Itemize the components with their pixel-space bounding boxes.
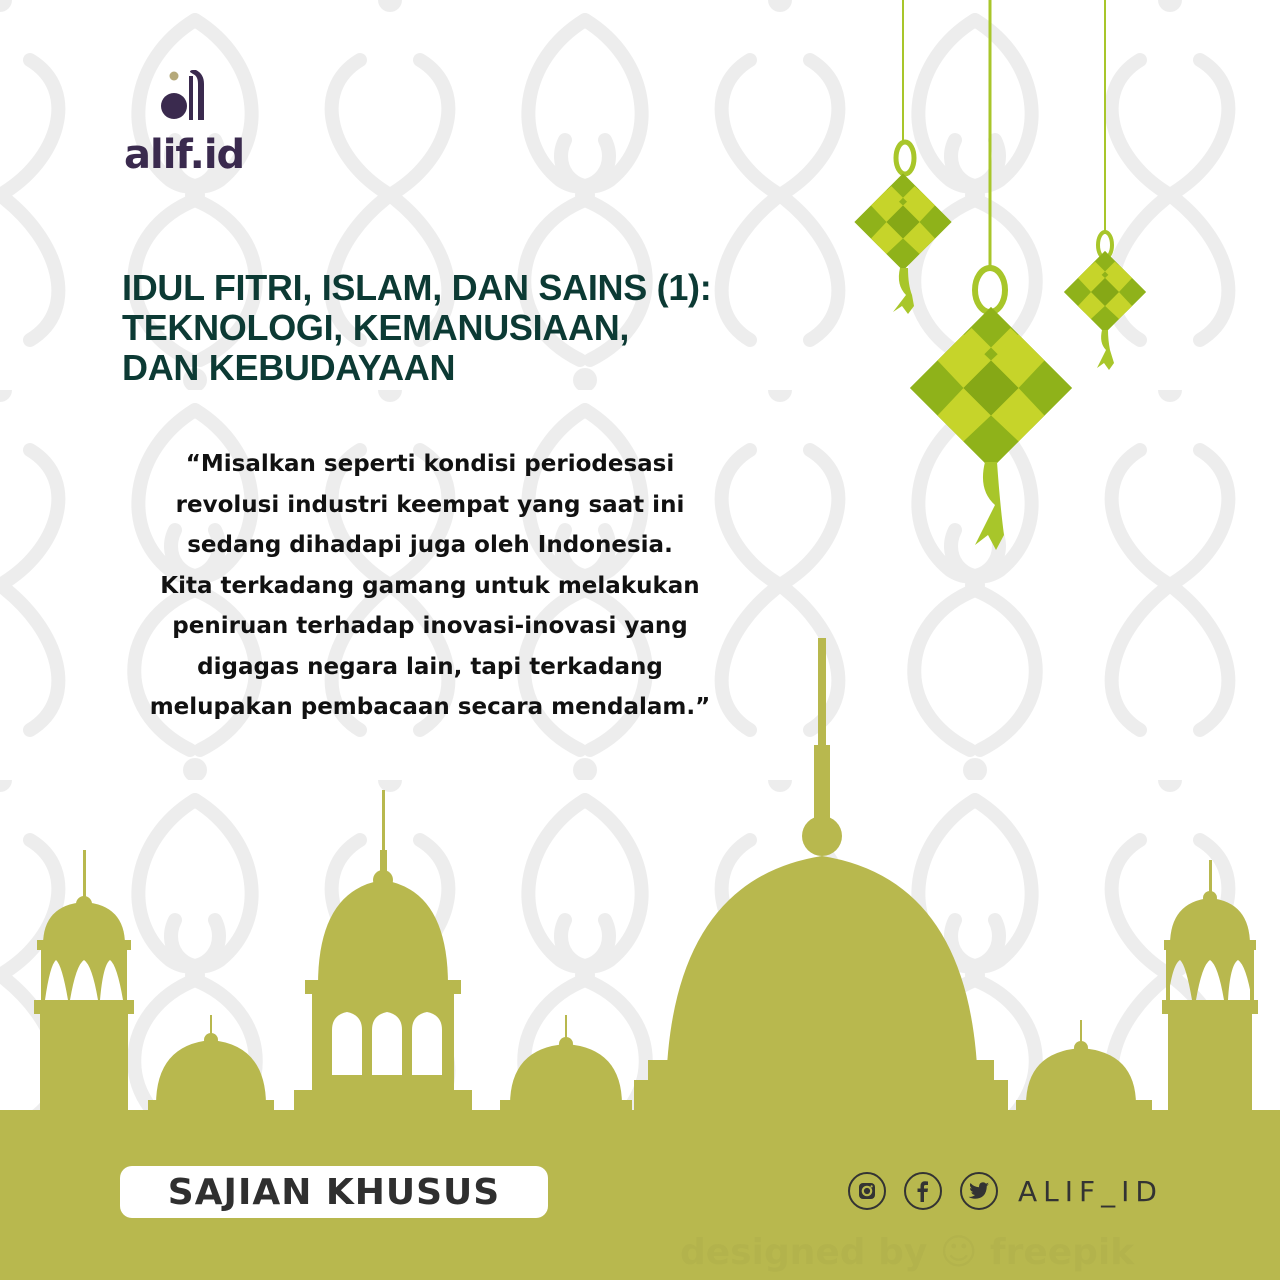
alif-id-logo <box>118 62 248 182</box>
quote-line: peniruan terhadap inovasi-inovasi yang <box>172 613 688 639</box>
ketupat-ornaments-icon <box>840 0 1180 570</box>
facebook-icon[interactable] <box>904 1172 942 1210</box>
quote-line: sedang dihadapi juga oleh Indonesia. <box>187 532 673 558</box>
title-line: IDUL FITRI, ISLAM, DAN SAINS (1): <box>122 267 712 308</box>
title-line: DAN KEBUDAYAAN <box>122 347 456 388</box>
title-line: TEKNOLOGI, KEMANUSIAAN, <box>122 307 630 348</box>
quote-line: melupakan pembacaan secara mendalam.” <box>149 694 711 720</box>
sajian-khusus-badge <box>120 1166 548 1218</box>
alif-logo-mark-icon <box>160 68 210 122</box>
quote-line: “Misalkan seperti kondisi periodesasi <box>185 451 675 477</box>
quote-line: Kita terkadang gamang untuk melakukan <box>160 572 700 599</box>
twitter-icon[interactable] <box>960 1172 998 1210</box>
quote-line: digagas negara lain, tapi terkadang <box>197 653 663 680</box>
social-links <box>848 1171 1163 1211</box>
article-title <box>122 267 712 388</box>
social-handle[interactable]: ALIF_ID <box>1018 1174 1163 1208</box>
quote-line: revolusi industri keempat yang saat ini <box>175 491 685 518</box>
badge-label: SAJIAN KHUSUS <box>167 1171 501 1213</box>
logo-text: alif.id <box>124 132 245 178</box>
instagram-icon[interactable] <box>848 1172 886 1210</box>
freepik-watermark: designed by ☺ freepik <box>680 1232 1135 1273</box>
